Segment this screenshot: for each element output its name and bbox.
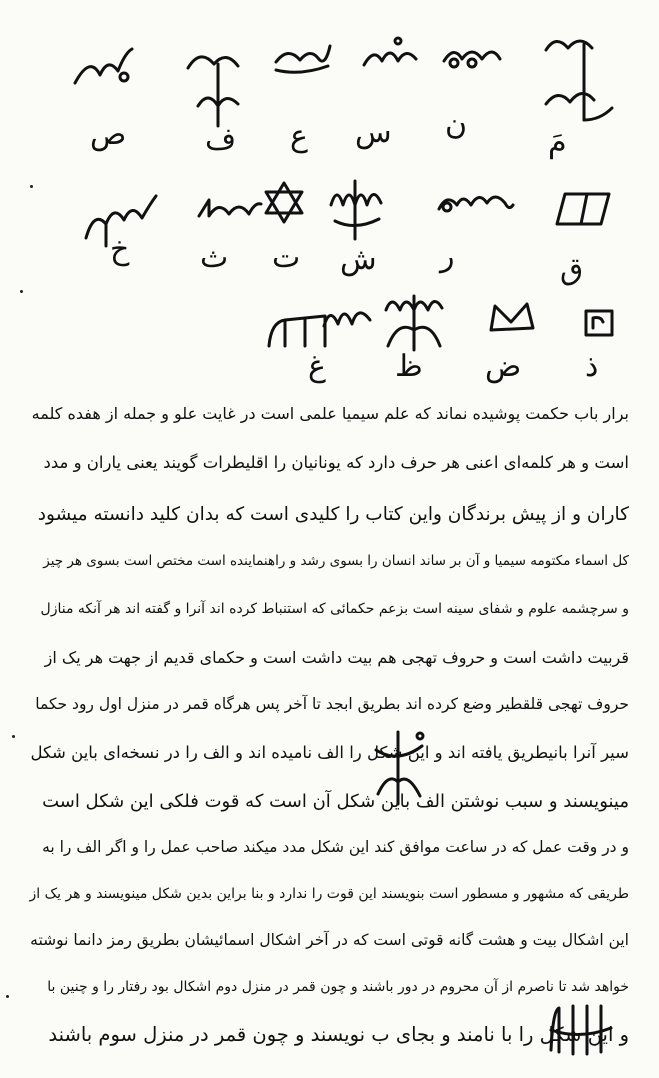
speck [30,185,33,188]
text-line: طریقی که مشهور و مسطور است بنویسند این قوت را ندارد و بنا براین بدین شکل مینویسند و هر یک از [29,886,629,902]
letter-kha: خ [110,232,130,267]
letter-ra: ر [440,239,455,274]
symbol-shin [325,175,390,245]
symbol-fa [180,40,255,130]
letter-nun: ن [445,107,468,142]
letter-sad: ص [90,117,127,152]
text-line: و سرچشمه علوم و شفای سینه است بزعم حکمائی که استنباط کرده اند آنرا و گفته اند هر آنکه منازل [40,601,629,617]
letter-ghain: غ [308,349,326,384]
letter-mim: مَ [548,125,567,160]
letter-za: ظ [395,349,423,384]
symbol-qaf [553,190,613,228]
letter-qaf: ق [560,252,584,287]
symbol-nun [440,35,505,75]
letter-fa: ف [205,122,237,157]
text-line: و این شکل را با نامند و بجای ب نویسند و چون قمر در منزل سوم باشند [48,1023,629,1046]
symbol-ain [270,40,335,80]
symbol-mim [540,30,620,125]
letter-sin: س [355,115,392,150]
letter-dad: ض [485,349,522,384]
text-line: برار باب حکمت پوشیده نماند که علم سیمیا علمی است در غایت علو و جمله از هفده کلمه [31,404,629,423]
text-line: کاران و از پیش برندگان واین کتاب را کلیدی است که بدان کلید دانسته میشود [37,504,629,525]
symbol-sin [360,35,425,75]
symbol-dhal-box [583,308,615,338]
letter-ain: ع [290,119,308,154]
letter-tha: ث [200,240,229,275]
text-line: خواهد شد تا ناصرم از آن محروم در دور باشند و چون قمر در منزل دوم اشکال بود رفتار را و چنین با [47,979,629,995]
speck [20,290,23,293]
text-line: این اشکال بیت و هشت گانه قوتی است که در آخر اشکال اسمائیشان بطریق رمز دانما نوشته [30,931,629,949]
symbol-tha [195,190,265,225]
symbol-ba-inline [545,1000,620,1060]
text-line: مینویسند و سبب نوشتن الف باین شکل آن است که قوت فلکی این شکل است [42,791,629,812]
speck [12,735,15,738]
symbol-alif-inline [370,728,430,808]
speck [6,995,9,998]
text-line: حروف تهجی قلقطیر وضع کرده اند بطریق ابجد تا آخر پس هرگاه قمر در منزل اول رود حکما [35,695,629,713]
symbol-ra [435,185,515,220]
symbol-sad [70,45,140,95]
symbol-dhal-crown [487,300,537,334]
text-line: و در وقت عمل که در ساعت موافق کند این شکل مدد میکند صاحب عمل را و اگر الف را به [42,838,629,856]
letter-shin: ش [340,242,377,277]
text-line: است و هر کلمه‌ای اعنی هر حرف دارد که یونانیان را اقلیطرات گویند یعنی یاران و مدد [43,453,629,472]
symbol-za [320,296,375,331]
symbol-dad [378,290,453,355]
letter-dhal: ذ [585,349,599,384]
text-line: قربیت داشت است و حروف تهجی هم بیت داشت است و حکمای قدیم از جهت هر یک از [44,648,629,667]
text-line: سیر آنرا بانیطریق یافته اند و این شکل را الف نامیده اند و الف را در نسخه‌ای باین شکل [30,743,629,762]
text-line: کل اسماء مکتومه سیمیا و آن بر ساند انسان را بسوی رشد و راهنماینده است مختص است بسوی هر چیز [43,553,629,569]
symbol-star [262,180,307,225]
letter-ta: ت [272,240,301,275]
